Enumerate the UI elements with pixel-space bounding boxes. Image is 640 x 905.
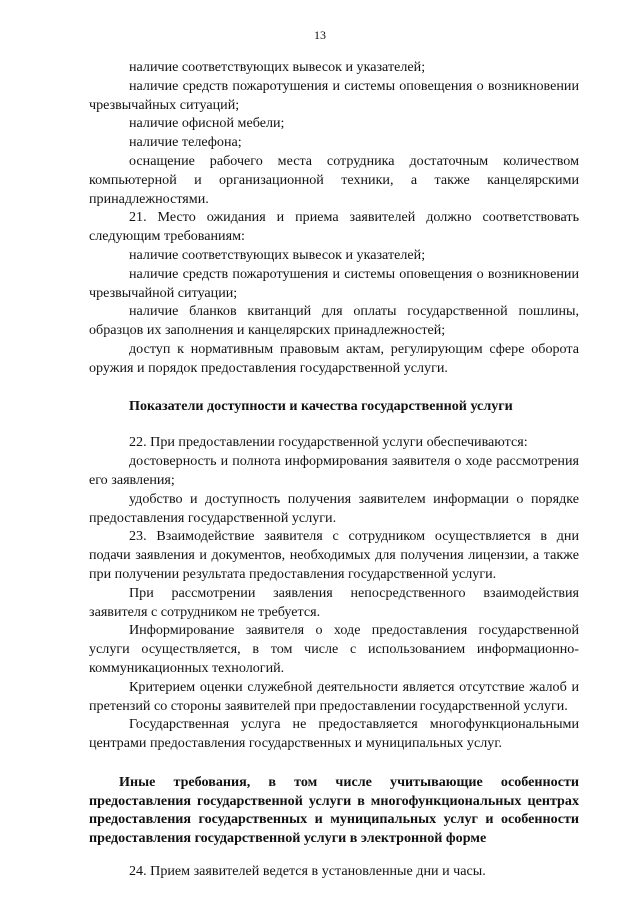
paragraph: Информирование заявителя о ходе предоставления государственной услуги осуществляется, в том числе с использованием информационно-коммуникационных технологий. (89, 622, 579, 676)
paragraph: 22. При предоставлении государственной услуги обеспечиваются: (129, 434, 528, 451)
paragraph: наличие соответствующих вывесок и указателей; (129, 59, 426, 75)
paragraph: 23. Взаимодействие заявителя с сотрудником осуществляется в дни подачи заявления и документов, необходимых для получения лицензии, а также при получении результата предоставления государственной услуги. (89, 528, 579, 582)
paragraph: наличие средств пожаротушения и системы оповещения о возникновении чрезвычайной ситуации; (89, 265, 579, 301)
paragraph: доступ к нормативным правовым актам, регулирующим сфере оборота оружия и порядок предоставления государственной услуги. (89, 340, 579, 376)
paragraph: Критерием оценки служебной деятельности является отсутствие жалоб и претензий со стороны заявителей при предоставлении государственной услуги. (89, 678, 579, 714)
section-heading: Иные требования, в том числе учитывающие особенности предоставления государственной услуги в многофункциональных центрах предоставления государственных и муниципальных услуг и особенности предоставления государственной услуги в электронной форме (89, 773, 579, 847)
paragraph: наличие соответствующих вывесок и указателей; (129, 246, 426, 263)
paragraph: оснащение рабочего места сотрудника достаточным количеством компьютерной и организационной техники, а также канцелярскими принадлежностями. (89, 152, 579, 207)
paragraph: наличие телефона; (129, 134, 242, 151)
document-body (89, 58, 579, 881)
paragraph: наличие офисной мебели; (129, 115, 285, 132)
spacer (89, 848, 579, 862)
section-heading: Показатели доступности и качества государственной услуги (129, 397, 513, 414)
paragraph: наличие средств пожаротушения и системы оповещения о возникновении чрезвычайных ситуаций; (89, 77, 579, 113)
paragraph: 21. Место ожидания и приема заявителей должно соответствовать следующим требованиям: (89, 209, 579, 245)
paragraph: Государственная услуга не предоставляется многофункциональными центрами предоставления государственных и муниципальных услуг. (89, 716, 579, 752)
paragraph: При рассмотрении заявления непосредственного взаимодействия заявителя с сотрудником не требуется. (89, 584, 579, 620)
spacer (89, 415, 579, 433)
page-number: 13 (314, 28, 326, 42)
spacer (89, 753, 579, 773)
paragraph: наличие бланков квитанций для оплаты государственной пошлины, образцов их заполнения и канцелярских принадлежностей; (89, 303, 579, 339)
paragraph: достоверность и полнота информирования заявителя о ходе рассмотрения его заявления; (89, 453, 579, 488)
paragraph: удобство и доступность получения заявителем информации о порядке предоставления государственной услуги. (89, 490, 579, 526)
spacer (89, 378, 579, 397)
paragraph: 24. Прием заявителей ведется в установленные дни и часы. (129, 863, 486, 880)
